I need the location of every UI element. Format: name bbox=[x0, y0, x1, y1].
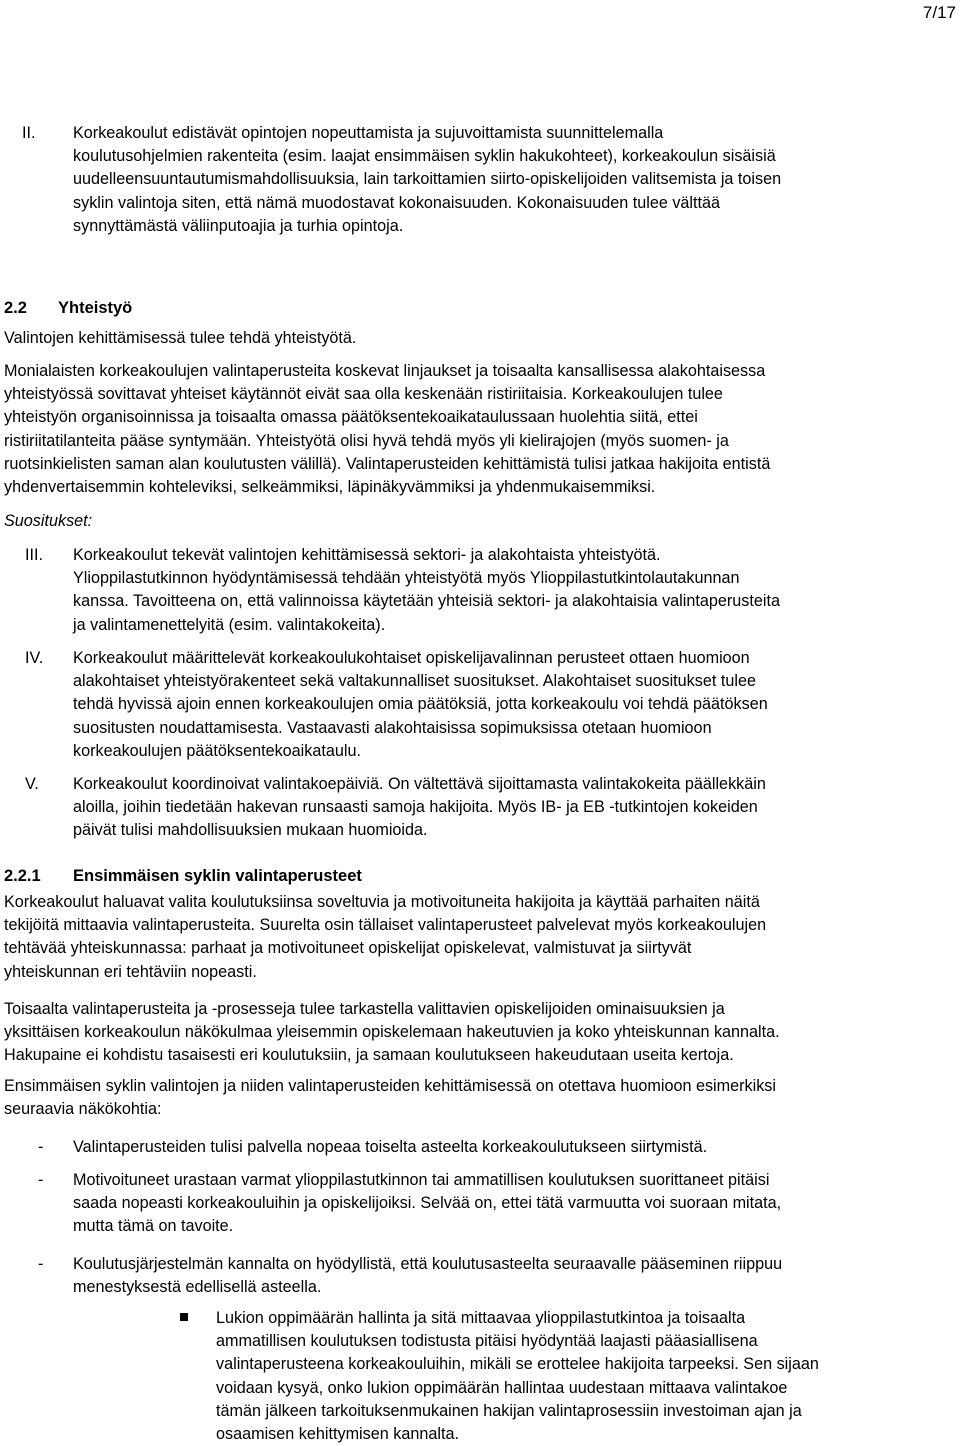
text-line: suositusten noudattamisesta. Vastaavasti alakohtaisissa sopimuksissa otetaan huomioon bbox=[73, 718, 712, 737]
section-number: 2.2 bbox=[4, 299, 27, 317]
text-line: Ylioppilastutkinnon hyödyntämisessä tehdään yhteistyötä myös Ylioppilastutkintolautakunnan bbox=[73, 569, 740, 588]
bullet-marker: - bbox=[38, 1171, 44, 1189]
text-line: Korkeakoulut edistävät opintojen nopeuttamista ja sujuvoittamista suunnittelemalla bbox=[73, 124, 664, 142]
text-line: tehtävää yhteiskunnassa: parhaat ja motivoituneet opiskelijat opiskelevat, valmistuvat ja siirtyvät bbox=[4, 939, 692, 958]
text-line: ristiriitatilanteita pääse syntymään. Yhteistyötä olisi hyvä tehdä myös yli kielirajojen (myös suomen- ja bbox=[4, 431, 729, 450]
item-number: II. bbox=[22, 124, 36, 142]
text-line: Korkeakoulut tekevät valintojen kehittämisessä sektori- ja alakohtaista yhteistyötä. bbox=[73, 546, 661, 564]
recommendation-number: III. bbox=[25, 546, 43, 564]
text-line: koulutusohjelmien rakenteita (esim. laajat ensimmäisen syklin hakukohteet), korkeakoulun sisäisiä bbox=[73, 147, 776, 166]
text-line: Valintaperusteiden tulisi palvella nopeaa toiselta asteelta korkeakoulutukseen siirtymistä. bbox=[73, 1138, 708, 1156]
text-line: yhteistyön organisoinnissa ja toisaalta omassa päätöksentekoaikataulussaan huolehtia siitä, ettei bbox=[4, 408, 698, 427]
section-intro: Valintojen kehittämisessä tulee tehdä yhteistyötä. bbox=[4, 329, 357, 347]
subsection-number: 2.2.1 bbox=[4, 867, 41, 885]
paragraph bbox=[4, 1075, 948, 1121]
text-line: osaamisen kehittymisen kannalta. bbox=[216, 1425, 459, 1444]
bullet-text bbox=[73, 1253, 953, 1299]
text-line: tekijöitä mittaavia valintaperusteita. Suurelta osin tällaiset valintaperusteet palvelevat myös korkeakoulujen bbox=[4, 916, 767, 935]
page-number: 7/17 bbox=[922, 3, 956, 22]
text-line: Hakupaine ei kohdistu tasaisesti eri koulutuksiin, ja samaan koulutukseen hakeudutaan useita kertoja. bbox=[4, 1046, 734, 1065]
square-bullet-icon bbox=[180, 1313, 188, 1321]
text-line: ruotsinkielisten saman alan koulutusten välillä). Valintaperusteiden kehittämistä tulisi jatkaa hakijoita entistä bbox=[4, 454, 771, 473]
section-paragraph bbox=[4, 360, 948, 499]
text-line: uudelleensuuntautumismahdollisuuksia, lain tarkoittamien siirto-opiskelijoiden valitsemista ja toisen bbox=[73, 170, 782, 189]
recommendation-text bbox=[73, 544, 953, 637]
recommendation-text bbox=[73, 773, 953, 843]
text-line: alakohtaiset yhteistyörakenteet sekä valtakunnalliset suositukset. Alakohtaiset suositukset tulee bbox=[73, 672, 756, 691]
text-line: Koulutusjärjestelmän kannalta on hyödyllistä, että koulutusasteelta seuraavalle pääseminen riippuu bbox=[73, 1255, 783, 1273]
text-line: voidaan kysyä, onko lukion oppimäärän hallintaa uudestaan mittaava valintakoe bbox=[216, 1378, 788, 1397]
text-line: yhteiskunnan eri tehtäviin nopeasti. bbox=[4, 962, 257, 981]
text-line: ja valintamenettelyitä (esim. valintakokeita). bbox=[73, 615, 386, 634]
text-line: valintaperusteena korkeakouluihin, mikäli se erottelee hakijoita tarpeeksi. Sen sijaan bbox=[216, 1355, 819, 1374]
text-line: tehdä hyvissä ajoin ennen korkeakoulujen omia päätöksiä, jotta korkeakoulu voi tehdä päätöksen bbox=[73, 695, 768, 714]
text-line: saada nopeasti korkeakouluihin ja opiskelijoiksi. Selvää on, ettei tätä varmuutta voi suoraan mitata, bbox=[73, 1194, 782, 1213]
text-line: syklin valintoja siten, että nämä muodostavat kokonaisuuden. Kokonaisuuden tulee välttää bbox=[73, 193, 721, 212]
text-line: kanssa. Tavoitteena on, että valinnoissa käytetään yhteisiä sektori- ja alakohtaisia valintaperusteita bbox=[73, 592, 780, 611]
recommendation-text bbox=[73, 647, 953, 763]
text-line: Ensimmäisen syklin valintojen ja niiden valintaperusteiden kehittämisessä on otettava huomioon esimerkiksi bbox=[4, 1077, 776, 1095]
section-title: Yhteistyö bbox=[58, 299, 133, 317]
bullet-text bbox=[73, 1169, 953, 1239]
paragraph bbox=[4, 891, 948, 984]
text-line: synnyttämästä väliinputoajia ja turhia opintoja. bbox=[73, 216, 404, 235]
recommendation-number: V. bbox=[25, 775, 39, 793]
text-line: Monialaisten korkeakoulujen valintaperusteita koskevat linjaukset ja toisaalta kansallisessa alakohtaisessa bbox=[4, 362, 766, 380]
text-line: Korkeakoulut määrittelevät korkeakoulukohtaiset opiskelijavalinnan perusteet ottaen huomioon bbox=[73, 649, 750, 667]
text-line: ammatillisen koulutuksen todistusta pitäisi hyödyntää laajasti pääasiallisena bbox=[216, 1332, 758, 1351]
sub-bullet-text bbox=[216, 1307, 954, 1446]
recommendations-label: Suositukset: bbox=[4, 512, 93, 530]
text-line: seuraavia näkökohtia: bbox=[4, 1100, 162, 1119]
text-line: Motivoituneet urastaan varmat ylioppilastutkinnon tai ammatillisen koulutuksen suorittaneet pitäisi bbox=[73, 1171, 770, 1189]
text-line: yhteistyössä sovittavat yhteiset käytännöt eivät saa olla keskenään ristiriitaisia. Korkeakoulujen tulee bbox=[4, 385, 723, 404]
text-line: aloilla, joihin tiedetään hakevan runsaasti samoja hakijoita. Myös IB- ja EB -tutkintojen kokeiden bbox=[73, 798, 758, 817]
text-line: päivät tulisi mahdollisuuksien mukaan huomioida. bbox=[73, 821, 428, 840]
subsection-title: Ensimmäisen syklin valintaperusteet bbox=[73, 867, 362, 885]
text-line: yhdenvertaisemmin kohteleviksi, selkeämmiksi, läpinäkyvämmiksi ja yhdenmukaisemmiksi. bbox=[4, 478, 656, 497]
text-line: yksittäisen korkeakoulun näkökulmaa yleisemmin opiskelemaan hakeutuvien ja koko yhteiskunnan kannalta. bbox=[4, 1023, 780, 1042]
paragraph bbox=[4, 998, 948, 1068]
text-line: mutta tämä on tavoite. bbox=[73, 1217, 234, 1236]
bullet-marker: - bbox=[38, 1255, 44, 1273]
bullet-marker: - bbox=[38, 1138, 44, 1156]
text-line: Toisaalta valintaperusteita ja -prosesseja tulee tarkastella valittavien opiskelijoiden ominaisuuksien ja bbox=[4, 1000, 725, 1018]
recommendation-number: IV. bbox=[25, 649, 44, 667]
text-line: Lukion oppimäärän hallinta ja sitä mittaavaa ylioppilastutkintoa ja toisaalta bbox=[216, 1309, 746, 1327]
text-line: menestyksestä edellisellä asteella. bbox=[73, 1278, 322, 1297]
text-line: Korkeakoulut haluavat valita koulutuksiinsa soveltuvia ja motivoituneita hakijoita ja käyttää parhaiten näitä bbox=[4, 893, 760, 911]
text-line: korkeakoulujen päätöksentekoaikataulu. bbox=[73, 741, 361, 760]
item-ii-text bbox=[73, 122, 953, 238]
bullet-text bbox=[73, 1136, 953, 1159]
text-line: tämän jälkeen tarkoituksenmukainen hakijan valintaprosessiin investoiman ajan ja bbox=[216, 1401, 802, 1420]
text-line: Korkeakoulut koordinoivat valintakoepäiviä. On vältettävä sijoittamasta valintakokeita päällekkäin bbox=[73, 775, 766, 793]
